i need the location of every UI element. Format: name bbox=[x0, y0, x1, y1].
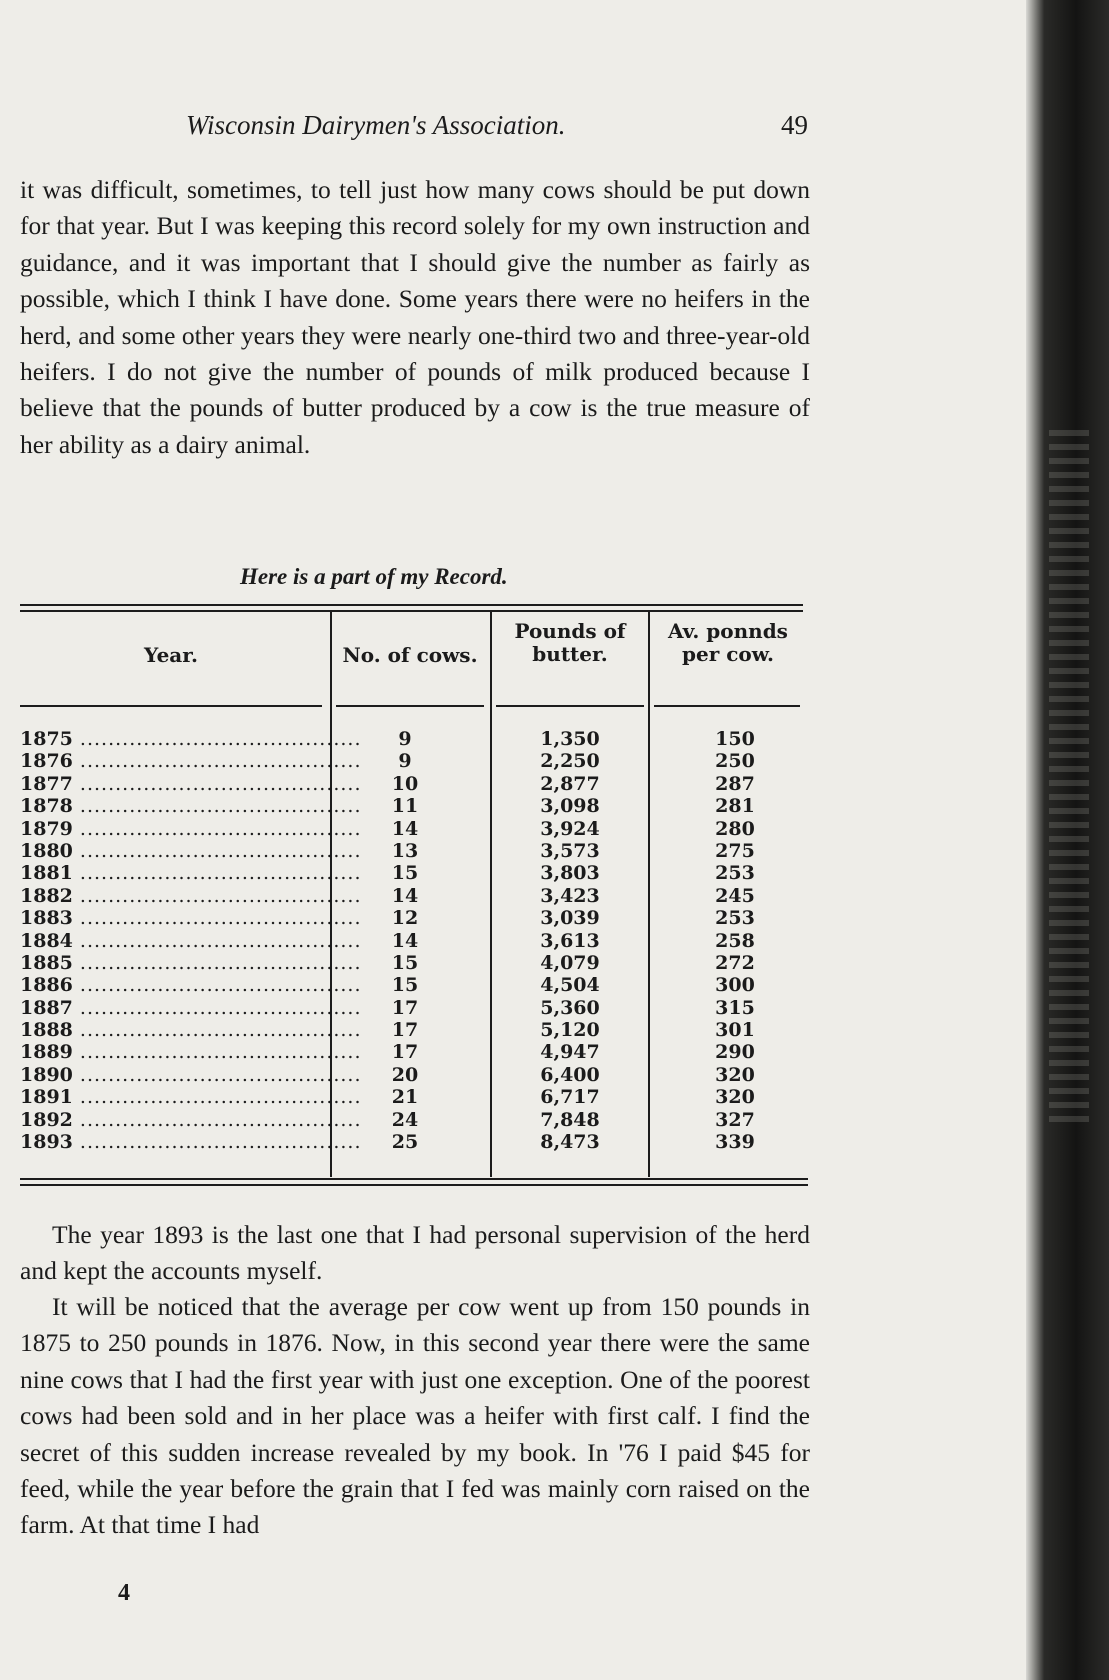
cell-cows: 15 bbox=[391, 862, 419, 885]
cell-year bbox=[20, 1108, 362, 1131]
cell-year-value: 1881 bbox=[20, 862, 73, 885]
cell-year bbox=[20, 929, 362, 952]
paragraph-intro: it was difficult, sometimes, to tell just how many cows should be put down for that year. But I was keeping this record solely for my own instruction and guidance, and it was important that I should give the number as fairly as possible, which I think I have done. Some years there were no heifers in the herd, and some other years they were nearly one-third two and three-year-old heifers. I do not give the number of pounds of milk produced because I believe that the pounds of butter produced by a cow is the true measure of her ability as a dairy animal. bbox=[20, 175, 810, 459]
cell-year-value: 1891 bbox=[20, 1086, 73, 1109]
paragraph-average: It will be noticed that the average per cow went up from 150 pounds in 1875 to 250 pounds in 1876. Now, in this second year there were the same nine cows that I had the first year with just one exception. One of the poorest cows had been sold and in her place was a heifer with first calf. I find the secret of this sudden increase revealed by my book. In '76 I paid $45 for feed, while the year before the grain that I fed was mainly corn raised on the farm. At that time I had bbox=[20, 1292, 810, 1540]
leader-dots: ........................................ bbox=[72, 795, 362, 818]
cell-year bbox=[20, 728, 362, 750]
cell-year bbox=[20, 996, 362, 1019]
cell-butter: 4,947 bbox=[540, 1041, 600, 1064]
cell-cows: 14 bbox=[391, 884, 419, 907]
cell-cows: 17 bbox=[391, 1019, 419, 1042]
leader-dots: ........................................ bbox=[72, 862, 362, 885]
table-bottom-rule bbox=[20, 1178, 808, 1180]
cell-cows: 10 bbox=[391, 772, 419, 795]
cell-year bbox=[20, 862, 362, 885]
cell-avg: 315 bbox=[715, 996, 755, 1019]
cell-year-value: 1879 bbox=[20, 817, 73, 840]
cell-butter: 8,473 bbox=[540, 1131, 600, 1154]
cell-butter: 5,360 bbox=[540, 996, 600, 1019]
cell-year-value: 1885 bbox=[20, 951, 73, 974]
cell-avg: 300 bbox=[715, 974, 755, 997]
cell-cows: 17 bbox=[391, 996, 419, 1019]
cell-butter: 7,848 bbox=[540, 1108, 600, 1131]
cell-year bbox=[20, 750, 362, 773]
page-number: 49 bbox=[781, 110, 808, 140]
column-header-year bbox=[20, 644, 322, 667]
leader-dots: ........................................ bbox=[72, 1131, 362, 1154]
cell-cows: 17 bbox=[391, 1041, 419, 1064]
column-header-avg-line1: Av. ponnds bbox=[668, 619, 788, 643]
running-header bbox=[186, 110, 806, 150]
cell-cows: 25 bbox=[391, 1131, 419, 1154]
leader-dots: ........................................ bbox=[72, 772, 362, 795]
header-underline bbox=[496, 705, 644, 707]
cell-butter: 5,120 bbox=[540, 1019, 600, 1042]
cell-butter: 6,717 bbox=[540, 1086, 600, 1109]
running-title: Wisconsin Dairymen's Association. bbox=[186, 110, 566, 140]
table-row bbox=[20, 795, 810, 817]
column-header-butter-line1: Pounds of bbox=[514, 619, 626, 643]
leader-dots: ........................................ bbox=[72, 951, 362, 974]
table-row bbox=[20, 952, 810, 974]
table-row bbox=[20, 974, 810, 996]
cell-butter: 6,400 bbox=[540, 1063, 600, 1086]
cell-butter: 4,504 bbox=[540, 974, 600, 997]
cell-year bbox=[20, 1063, 362, 1086]
table-row bbox=[20, 773, 810, 795]
table-row bbox=[20, 862, 810, 884]
cell-year-value: 1884 bbox=[20, 929, 73, 952]
cell-year bbox=[20, 839, 362, 862]
leader-dots: ........................................ bbox=[72, 750, 362, 773]
table-bottom-rule-inner bbox=[20, 1184, 808, 1186]
cell-butter: 3,613 bbox=[540, 929, 600, 952]
table-row bbox=[20, 885, 810, 907]
table-row bbox=[20, 1131, 810, 1153]
cell-year-value: 1889 bbox=[20, 1041, 73, 1064]
leader-dots: ........................................ bbox=[72, 996, 362, 1019]
leader-dots: ........................................ bbox=[72, 1019, 362, 1042]
cell-year bbox=[20, 817, 362, 840]
cell-avg: 275 bbox=[715, 839, 755, 862]
spine-lettering bbox=[1049, 430, 1089, 1130]
leader-dots: ........................................ bbox=[72, 1086, 362, 1109]
cell-butter: 3,924 bbox=[540, 817, 600, 840]
cell-year bbox=[20, 1019, 362, 1042]
leader-dots: ........................................ bbox=[72, 817, 362, 840]
table-row bbox=[20, 1064, 810, 1086]
cell-avg: 272 bbox=[715, 951, 755, 974]
column-header-avg-line2: per cow. bbox=[682, 642, 774, 666]
cell-year-value: 1880 bbox=[20, 839, 73, 862]
cell-butter: 4,079 bbox=[540, 951, 600, 974]
cell-avg: 250 bbox=[715, 750, 755, 773]
table-top-rule-inner bbox=[20, 610, 803, 612]
cell-avg: 253 bbox=[715, 862, 755, 885]
leader-dots: ........................................ bbox=[72, 1041, 362, 1064]
cell-year bbox=[20, 795, 362, 818]
cell-year-value: 1876 bbox=[20, 750, 73, 773]
cell-cows: 13 bbox=[391, 839, 419, 862]
cell-year-value: 1886 bbox=[20, 974, 73, 997]
header-underline bbox=[654, 705, 800, 707]
leader-dots: ........................................ bbox=[72, 1108, 362, 1131]
cell-cows: 15 bbox=[391, 974, 419, 997]
signature-mark: 4 bbox=[118, 1580, 130, 1606]
cell-butter: 3,039 bbox=[540, 907, 600, 930]
leader-dots: ........................................ bbox=[72, 884, 362, 907]
cell-avg: 245 bbox=[715, 884, 755, 907]
column-header-avg bbox=[653, 620, 803, 666]
cell-year-value: 1878 bbox=[20, 795, 73, 818]
cell-butter: 3,423 bbox=[540, 884, 600, 907]
cell-year bbox=[20, 1131, 362, 1154]
table-row bbox=[20, 1109, 810, 1131]
cell-butter: 1,350 bbox=[540, 728, 600, 750]
cell-avg: 320 bbox=[715, 1063, 755, 1086]
cell-year-value: 1893 bbox=[20, 1131, 73, 1154]
table-row bbox=[20, 1019, 810, 1041]
cell-avg: 327 bbox=[715, 1108, 755, 1131]
cell-year-value: 1888 bbox=[20, 1019, 73, 1042]
cell-year bbox=[20, 951, 362, 974]
header-underline bbox=[336, 705, 484, 707]
table-top-rule bbox=[20, 604, 803, 606]
table-row bbox=[20, 728, 810, 750]
cell-cows: 9 bbox=[398, 750, 412, 773]
cell-butter: 2,250 bbox=[540, 750, 600, 773]
cell-avg: 301 bbox=[715, 1019, 755, 1042]
cell-avg: 150 bbox=[715, 728, 755, 750]
cell-year-value: 1890 bbox=[20, 1063, 73, 1086]
cell-year bbox=[20, 772, 362, 795]
cell-year-value: 1875 bbox=[20, 728, 73, 750]
cell-year bbox=[20, 884, 362, 907]
cell-avg: 320 bbox=[715, 1086, 755, 1109]
cell-cows: 11 bbox=[391, 795, 419, 818]
cell-year-value: 1887 bbox=[20, 996, 73, 1019]
column-header-butter bbox=[495, 620, 645, 666]
cell-year-value: 1892 bbox=[20, 1108, 73, 1131]
cell-cows: 20 bbox=[391, 1063, 419, 1086]
cell-cows: 9 bbox=[398, 728, 412, 750]
cell-year bbox=[20, 1041, 362, 1064]
leader-dots: ........................................ bbox=[72, 728, 362, 750]
leader-dots: ........................................ bbox=[72, 839, 362, 862]
leader-dots: ........................................ bbox=[72, 929, 362, 952]
table-row bbox=[20, 907, 810, 929]
column-header-cows bbox=[335, 644, 485, 667]
cell-avg: 253 bbox=[715, 907, 755, 930]
cell-butter: 3,803 bbox=[540, 862, 600, 885]
header-underline bbox=[20, 705, 322, 707]
cell-avg: 287 bbox=[715, 772, 755, 795]
table-row bbox=[20, 840, 810, 862]
table-row bbox=[20, 930, 810, 952]
cell-avg: 281 bbox=[715, 795, 755, 818]
leader-dots: ........................................ bbox=[72, 1063, 362, 1086]
leader-dots: ........................................ bbox=[72, 907, 362, 930]
table-row bbox=[20, 1041, 810, 1063]
column-header-butter-line2: butter. bbox=[532, 642, 608, 666]
cell-cows: 21 bbox=[391, 1086, 419, 1109]
column-header-year-label: Year. bbox=[144, 643, 198, 667]
cell-year bbox=[20, 907, 362, 930]
cell-cows: 24 bbox=[391, 1108, 419, 1131]
cell-year bbox=[20, 974, 362, 997]
paragraph-1893: The year 1893 is the last one that I had personal supervision of the herd and kept the accounts myself. bbox=[20, 1220, 810, 1286]
table-caption: Here is a part of my Record. bbox=[240, 564, 508, 589]
column-header-cows-label: No. of cows. bbox=[342, 643, 478, 667]
cell-year-value: 1882 bbox=[20, 884, 73, 907]
cell-butter: 3,098 bbox=[540, 795, 600, 818]
cell-butter: 3,573 bbox=[540, 839, 600, 862]
cell-year-value: 1883 bbox=[20, 907, 73, 930]
table-row bbox=[20, 1086, 810, 1108]
leader-dots: ........................................ bbox=[72, 974, 362, 997]
table-body bbox=[20, 728, 810, 1153]
table-row bbox=[20, 818, 810, 840]
cell-avg: 290 bbox=[715, 1041, 755, 1064]
cell-avg: 258 bbox=[715, 929, 755, 952]
cell-avg: 339 bbox=[715, 1131, 755, 1154]
cell-butter: 2,877 bbox=[540, 772, 600, 795]
cell-year-value: 1877 bbox=[20, 772, 73, 795]
cell-cows: 12 bbox=[391, 907, 419, 930]
table-row bbox=[20, 750, 810, 772]
cell-cows: 14 bbox=[391, 929, 419, 952]
cell-year bbox=[20, 1086, 362, 1109]
cell-cows: 15 bbox=[391, 951, 419, 974]
cell-cows: 14 bbox=[391, 817, 419, 840]
table-row bbox=[20, 997, 810, 1019]
cell-avg: 280 bbox=[715, 817, 755, 840]
book-spine bbox=[1026, 0, 1109, 1680]
